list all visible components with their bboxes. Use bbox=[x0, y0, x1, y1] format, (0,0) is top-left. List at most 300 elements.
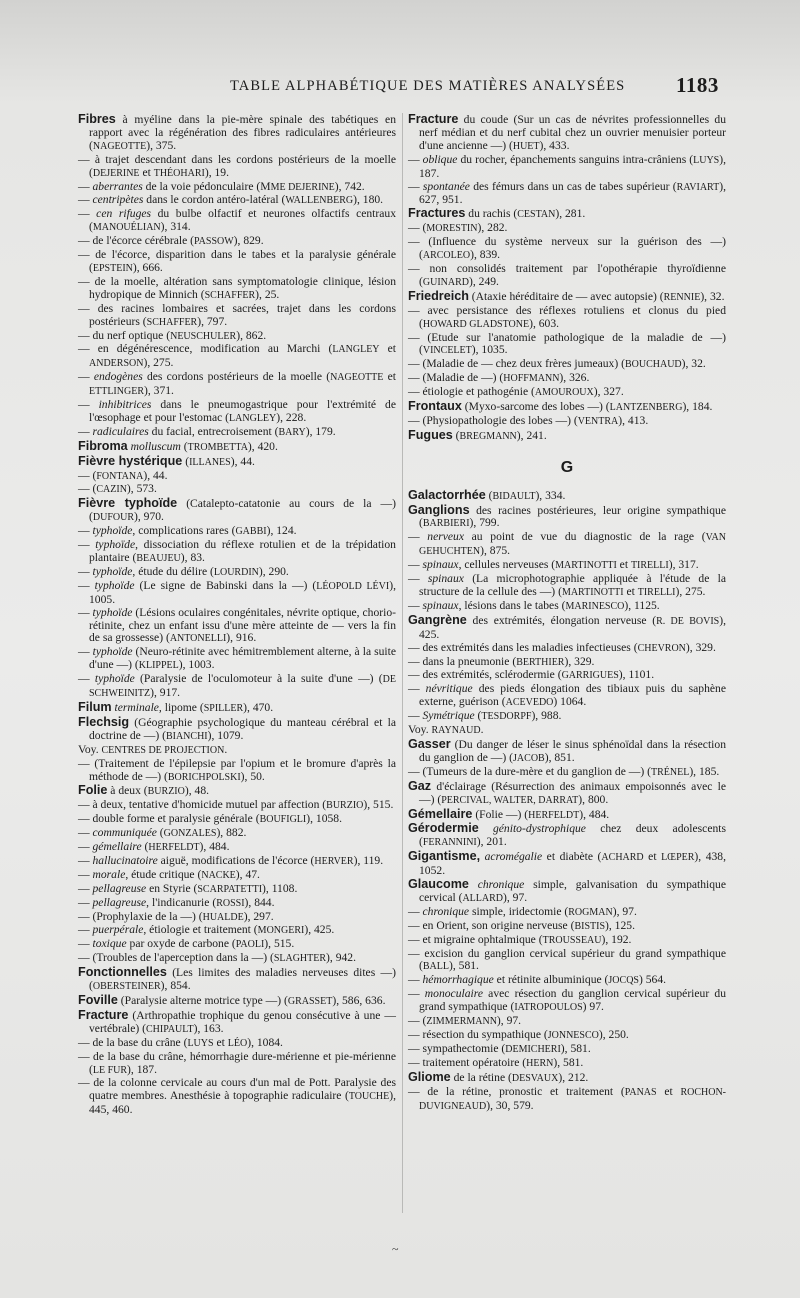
entry-author: BURZIO bbox=[147, 786, 185, 798]
entry-author: MARTINOTTI bbox=[561, 587, 624, 598]
entry-text: ), 1108. bbox=[262, 881, 298, 895]
index-entry bbox=[78, 994, 396, 1009]
entry-heading: Fibres bbox=[78, 112, 116, 126]
index-entry bbox=[408, 710, 726, 724]
entry-author: HERFELDT bbox=[528, 809, 580, 821]
entry-author: HOWARD GLADSTONE bbox=[422, 318, 530, 330]
entry-author: AMOUROUX bbox=[534, 387, 594, 399]
entry-author: RENNIE bbox=[663, 291, 701, 303]
entry-text: ), 1125. bbox=[624, 598, 660, 612]
index-entry bbox=[408, 1057, 726, 1071]
entry-text: ), 32. bbox=[681, 357, 706, 371]
index-entry bbox=[78, 784, 396, 799]
entry-author: HUALDE bbox=[202, 911, 244, 923]
entry-author: DEMICHERI bbox=[505, 1043, 561, 1055]
entry-text: du coude (Sur un cas de névrites professionnelles du nerf médian et du nerf cubital chez un ouvrier menuisier porteur d'une ancienne —) ( bbox=[419, 113, 726, 152]
entry-author: PAOLI bbox=[235, 939, 265, 951]
index-entry bbox=[78, 249, 396, 276]
index-entry bbox=[408, 780, 726, 808]
entry-text: — en Orient, son origine nerveuse ( bbox=[408, 918, 575, 932]
index-entry bbox=[78, 701, 396, 716]
page-header bbox=[0, 74, 800, 102]
entry-text: ), 800. bbox=[578, 792, 609, 806]
entry-text: — du nerf optique ( bbox=[78, 328, 171, 342]
entry-text: ), 1035. bbox=[471, 343, 508, 357]
entry-text: simple, iridectomie ( bbox=[469, 904, 569, 918]
index-entry bbox=[408, 415, 726, 429]
entry-text: du rocher, épanchements sanguins intra-crâniens ( bbox=[457, 152, 694, 166]
entry-text: , complications rares ( bbox=[132, 524, 236, 538]
index-entry bbox=[408, 614, 726, 642]
entry-author: EPSTEIN bbox=[92, 262, 133, 274]
index-entry bbox=[408, 154, 726, 181]
entry-text: ), 573. bbox=[126, 482, 157, 496]
index-entry bbox=[408, 1029, 726, 1043]
entry-author: PERCIVAL, WALTER, DARRAT bbox=[441, 794, 579, 806]
entry-text: des pieds élongation des tibiaux puis du saphène externe, guérison ( bbox=[419, 682, 726, 709]
entry-text: ) 97. bbox=[582, 1000, 604, 1014]
entry-italic: typhoïde bbox=[94, 578, 135, 592]
entry-author: CENTRES DE PROJECTION bbox=[101, 744, 225, 756]
entry-text: — étiologie et pathogénie ( bbox=[408, 385, 535, 399]
entry-text: (Les limites des maladies nerveuses dites —) ( bbox=[89, 966, 396, 993]
entry-text: ), 119. bbox=[353, 853, 384, 867]
entry-italic: pellagreuse bbox=[92, 881, 147, 895]
entry-text: et bbox=[623, 585, 638, 598]
entry-author: LANTZENBERG bbox=[609, 402, 683, 414]
entry-text: — de l'écorce, disparition dans le tabes et la paralysie générale ( bbox=[78, 248, 396, 274]
entry-text: ), 163. bbox=[193, 1021, 224, 1035]
entry-text: — bbox=[408, 530, 428, 544]
entry-text: ), 1079. bbox=[207, 728, 244, 742]
entry-author: LANGLEY bbox=[229, 412, 277, 424]
index-entry bbox=[408, 429, 726, 444]
index-entry bbox=[408, 290, 726, 305]
entry-author: SCARPATETTI bbox=[197, 883, 263, 895]
index-entry bbox=[78, 1037, 396, 1051]
entry-author: GRASSET bbox=[287, 996, 333, 1007]
entry-author: HERN bbox=[526, 1057, 554, 1069]
entry-text: — bbox=[78, 398, 99, 412]
entry-author: IATROPOULOS bbox=[514, 1002, 583, 1014]
entry-author: LUYS bbox=[187, 1037, 214, 1049]
entry-text: — (Influence du système nerveux sur la guérison des —) ( bbox=[408, 235, 726, 262]
entry-text: (Catalepto-catatonie au cours de la —) ( bbox=[89, 497, 397, 524]
index-entry bbox=[78, 235, 396, 249]
entry-author: LUYS bbox=[693, 154, 720, 166]
entry-text: ), 97. bbox=[503, 890, 528, 904]
entry-heading: Fugues bbox=[408, 427, 453, 442]
entry-text: ), 241. bbox=[516, 428, 547, 442]
index-entry bbox=[408, 669, 726, 683]
entry-author: TROUSSEAU bbox=[542, 934, 602, 946]
entry-text: ), 48. bbox=[184, 784, 210, 798]
entry-text: — avec persistance des réflexes rotuliens et clonus du pied ( bbox=[408, 303, 726, 330]
index-entry bbox=[78, 869, 396, 883]
index-entry bbox=[408, 181, 726, 208]
index-entry bbox=[408, 948, 726, 975]
index-entry bbox=[408, 656, 726, 670]
entry-text: ), 30, 579. bbox=[486, 1098, 534, 1112]
entry-text: ), 25. bbox=[255, 287, 280, 301]
entry-text: — de la moelle, altération sans symptomatologie clinique, lésion hydropique de Minnich ( bbox=[78, 274, 396, 301]
entry-author: LOURDIN bbox=[213, 566, 259, 578]
entry-author: BURZIO bbox=[326, 800, 364, 812]
entry-text: — (Tumeurs de la dure-mère et du ganglion de —) ( bbox=[408, 764, 651, 778]
index-column-left bbox=[78, 113, 396, 1117]
entry-author: DESVAUX bbox=[511, 1072, 559, 1084]
entry-text: , dissociation du réflexe rotulien et de la trépidation plantaire ( bbox=[89, 538, 396, 564]
entry-text: — bbox=[78, 881, 93, 895]
entry-text: ), 627, 951. bbox=[419, 179, 726, 207]
entry-author: TIRELLI bbox=[630, 560, 669, 572]
index-entry bbox=[78, 426, 396, 440]
entry-author: GONZALES bbox=[163, 828, 217, 840]
entry-text: — (Maladie de — chez deux frères jumeaux) ( bbox=[408, 357, 625, 371]
entry-text: (Géographie psychologique du manteau cérébral et la doctrine de —) ( bbox=[89, 715, 396, 742]
entry-italic: typhoïde bbox=[92, 524, 133, 538]
entry-author: BISTIS bbox=[574, 920, 606, 932]
entry-italic: toxique bbox=[92, 937, 127, 951]
entry-author: ROGMAN bbox=[568, 906, 613, 918]
entry-text: ), 1084. bbox=[247, 1035, 283, 1049]
entry-author: DE SCHWEINITZ bbox=[89, 674, 396, 700]
index-entry bbox=[408, 113, 726, 154]
entry-text: — bbox=[78, 524, 93, 538]
entry-text: — de la colonne cervicale au cours d'un mal de Pott. Paralysie des quatre membres. Anesthésie à topographie radiculaire ( bbox=[78, 1076, 396, 1103]
page-number: 1183 bbox=[676, 73, 719, 97]
column-divider bbox=[402, 113, 403, 1213]
entry-text: ), 988. bbox=[531, 709, 562, 723]
entry-text: ) 564. bbox=[638, 973, 667, 987]
entry-text: ), 484. bbox=[199, 840, 230, 854]
entry-author: CHEVRON bbox=[637, 642, 686, 654]
entry-text: ), 854. bbox=[160, 979, 191, 993]
entry-heading: Fièvre hystérique bbox=[78, 453, 183, 468]
entry-author: SCHAFFER bbox=[146, 316, 198, 328]
index-entry bbox=[408, 850, 726, 878]
index-entry bbox=[78, 1051, 396, 1078]
entry-text: , l'indicanurie ( bbox=[146, 895, 217, 909]
entry-text: — dans la pneumonie ( bbox=[408, 654, 517, 668]
entry-text bbox=[469, 878, 478, 891]
entry-text: avec résection du ganglion cervical supérieur du grand sympathique ( bbox=[419, 987, 726, 1014]
entry-text: — des extrémités, sclérodermie ( bbox=[408, 668, 562, 682]
index-entry bbox=[78, 154, 396, 181]
entry-text: ), 433. bbox=[539, 138, 570, 152]
entry-text: ), 425. bbox=[304, 923, 335, 937]
entry-text: ), 83. bbox=[180, 551, 205, 564]
entry-text: ), 249. bbox=[468, 274, 499, 288]
entry-italic: typhoïde bbox=[92, 564, 133, 578]
entry-text: ), 179. bbox=[305, 424, 336, 438]
entry-italic: hémorrhagique bbox=[422, 973, 494, 987]
entry-text: ), 281. bbox=[555, 207, 586, 221]
entry-text: et bbox=[383, 370, 396, 384]
entry-author: ROSSI bbox=[216, 897, 245, 909]
entry-author: ARCOLEO bbox=[422, 250, 471, 262]
entry-author: JOCQS bbox=[608, 975, 639, 987]
entry-author: CAZIN bbox=[96, 484, 127, 496]
entry-text: ), 228. bbox=[276, 410, 307, 424]
index-entry bbox=[408, 400, 726, 415]
entry-text: ), 603. bbox=[529, 316, 560, 330]
index-entry bbox=[78, 483, 396, 497]
index-entry bbox=[408, 724, 726, 738]
index-group-g bbox=[408, 489, 726, 1114]
index-entry bbox=[78, 758, 396, 785]
entry-text: — traitement opératoire ( bbox=[408, 1055, 527, 1069]
entry-author: LÉOPOLD LÉVI bbox=[316, 580, 390, 592]
entry-text: — bbox=[78, 867, 93, 881]
entry-text: — bbox=[78, 207, 97, 221]
entry-author: ZIMMERMANN bbox=[426, 1016, 497, 1028]
entry-italic: monoculaire bbox=[424, 987, 483, 1001]
entry-text: de la voie pédonculaire (M bbox=[142, 179, 271, 193]
index-entry bbox=[78, 539, 396, 566]
entry-text: — des racines lombaires et sacrées, trajet dans les cordons postérieurs ( bbox=[78, 301, 396, 328]
entry-text: ), 420. bbox=[247, 439, 278, 453]
entry-text: — bbox=[408, 904, 423, 918]
entry-text: ( bbox=[182, 454, 190, 468]
entry-text: ), 282. bbox=[477, 221, 508, 235]
entry-text: ), 875. bbox=[480, 544, 511, 558]
entry-text: ), 797. bbox=[197, 314, 228, 328]
entry-italic: puerpérale bbox=[92, 923, 144, 937]
index-entry bbox=[408, 600, 726, 614]
entry-italic: nerveux bbox=[427, 530, 464, 544]
entry-text: et bbox=[139, 165, 154, 179]
entry-heading: Gasser bbox=[408, 736, 451, 751]
index-entry bbox=[78, 194, 396, 208]
index-entry bbox=[78, 607, 396, 647]
entry-heading: Folie bbox=[78, 783, 108, 798]
entry-author: LÉO bbox=[227, 1037, 248, 1049]
entry-italic: névritique bbox=[425, 682, 473, 696]
index-entry bbox=[408, 920, 726, 934]
index-entry bbox=[408, 822, 726, 850]
index-entry bbox=[78, 455, 396, 470]
entry-author: MANOUÉLIAN bbox=[92, 222, 161, 234]
index-entry bbox=[78, 371, 396, 399]
entry-text: ), 1005. bbox=[89, 578, 396, 606]
index-entry bbox=[408, 808, 726, 823]
entry-text: . bbox=[224, 742, 228, 756]
index-entry bbox=[78, 1009, 396, 1037]
entry-text: et bbox=[379, 342, 397, 356]
entry-text: — ( bbox=[408, 221, 427, 235]
entry-text: — de l'écorce cérébrale ( bbox=[78, 234, 195, 248]
entry-author: TESDORPF bbox=[481, 711, 532, 723]
entry-text: ), 47. bbox=[235, 867, 260, 881]
entry-text: ), 375. bbox=[146, 138, 177, 152]
entry-author: RAYNAUD bbox=[431, 725, 481, 737]
entry-text: — en dégénérescence, modification au Marchi ( bbox=[78, 342, 333, 356]
entry-text: dans le cordon antéro-latéral ( bbox=[143, 193, 286, 207]
entry-author: SCHAFFER bbox=[204, 289, 256, 301]
entry-text: ), 97. bbox=[612, 904, 637, 918]
entry-author: JACOB bbox=[513, 752, 545, 764]
entry-text: ), 515. bbox=[363, 798, 394, 812]
entry-text: — excision du ganglion cervical supérieur du grand sympathique ( bbox=[408, 946, 726, 973]
index-entry bbox=[78, 883, 396, 897]
index-entry bbox=[78, 276, 396, 303]
index-entry bbox=[408, 372, 726, 386]
entry-text: (Lésions oculaires congénitales, névrite optique, chorio-rétinite, chez un enfant issu d'une mère atteinte de — vers la fin de sa grossesse) ( bbox=[89, 605, 396, 645]
index-entry bbox=[78, 330, 396, 344]
entry-text: — bbox=[78, 923, 93, 937]
entry-heading: Friedreich bbox=[408, 288, 469, 303]
entry-text: des cordons postérieurs de la moelle ( bbox=[142, 370, 331, 384]
entry-text: ), 187. bbox=[127, 1062, 157, 1076]
entry-author: MORESTIN bbox=[426, 223, 478, 235]
entry-text: — bbox=[78, 424, 93, 438]
entry-text: — ( bbox=[78, 468, 97, 482]
entry-text: — de la base du crâne, hémorrhagie dure-mérienne et pie-mérienne ( bbox=[78, 1049, 396, 1076]
entry-italic: typhoïde bbox=[95, 538, 136, 552]
entry-text: ), 484. bbox=[579, 807, 610, 821]
entry-text: ), 844. bbox=[244, 895, 275, 909]
entry-text: ), 212. bbox=[558, 1070, 589, 1084]
entry-text: — bbox=[78, 826, 93, 840]
entry-text: ), 425. bbox=[419, 613, 726, 641]
entry-heading: Glaucome bbox=[408, 877, 469, 892]
index-entry bbox=[408, 263, 726, 290]
entry-text: ) 1064. bbox=[553, 695, 587, 709]
entry-heading: Ganglions bbox=[408, 502, 470, 517]
entry-text: — bbox=[408, 598, 423, 612]
entry-italic: chronique bbox=[477, 878, 525, 892]
entry-text: ( bbox=[452, 428, 460, 442]
entry-text: à myéline dans la pie-mère spinale des tabétiques en rapport avec la régénération des fibres radiculaires antérieures ( bbox=[89, 113, 396, 152]
entry-italic: pellagreuse bbox=[92, 895, 147, 909]
entry-author: PANAS bbox=[624, 1086, 657, 1098]
entry-author: BORICHPOLSKI bbox=[167, 771, 241, 783]
entry-author: JONNESCO bbox=[547, 1030, 599, 1041]
entry-italic: typhoïde bbox=[94, 672, 135, 686]
entry-author: SPILLER bbox=[203, 702, 244, 714]
entry-italic: typhoïde bbox=[92, 605, 133, 619]
entry-text bbox=[479, 822, 493, 835]
entry-text: du facial, entrecroisement ( bbox=[148, 424, 279, 438]
entry-italic: spinaux bbox=[422, 558, 459, 572]
entry-text: ), 32. bbox=[700, 289, 725, 303]
entry-author: CESTAN bbox=[517, 209, 556, 221]
entry-author: HERFELDT bbox=[148, 842, 200, 854]
entry-text: — bbox=[78, 605, 93, 619]
index-column-right bbox=[408, 113, 726, 1113]
entry-author: LANGLEY bbox=[332, 344, 380, 356]
entry-text: ), 371. bbox=[144, 384, 174, 398]
entry-author: FONTANA bbox=[96, 470, 144, 482]
entry-author: BARY bbox=[278, 426, 306, 438]
entry-author: MARTINOTTI bbox=[555, 560, 617, 572]
entry-text: ), 192. bbox=[601, 932, 632, 946]
index-entry bbox=[78, 827, 396, 841]
entry-text: lipome ( bbox=[161, 700, 204, 714]
entry-heading: Fonctionnelles bbox=[78, 965, 167, 980]
entry-text: ), 327. bbox=[593, 385, 624, 399]
entry-text: — bbox=[78, 538, 96, 552]
entry-text: ), 44. bbox=[143, 468, 168, 482]
entry-text: ( bbox=[485, 488, 493, 502]
entry-author: BEAUJEU bbox=[136, 553, 181, 564]
entry-text: — bbox=[408, 987, 425, 1001]
entry-text: ), 799. bbox=[469, 516, 500, 530]
index-entry bbox=[78, 744, 396, 758]
entry-text: — bbox=[78, 645, 93, 659]
entry-text: ), 250. bbox=[598, 1028, 629, 1041]
index-entry bbox=[78, 440, 396, 455]
entry-heading: Gliome bbox=[408, 1069, 451, 1084]
index-entry bbox=[78, 208, 396, 235]
index-entry bbox=[408, 738, 726, 766]
entry-text: — bbox=[408, 152, 423, 166]
entry-heading: Flechsig bbox=[78, 714, 130, 729]
entry-author: DUFOUR bbox=[92, 512, 134, 524]
entry-text: ), 829. bbox=[233, 234, 264, 248]
entry-heading: Fractures bbox=[408, 206, 466, 221]
entry-text: ), 290. bbox=[258, 564, 289, 578]
entry-text: et bbox=[643, 850, 662, 864]
entry-author: TIRELLI bbox=[637, 587, 676, 598]
entry-author: KLIPPEL bbox=[138, 660, 179, 672]
entry-text: ), 317. bbox=[668, 558, 699, 572]
entry-author: BOUCHAUD bbox=[624, 359, 682, 371]
entry-text: — bbox=[78, 937, 93, 951]
entry-text: et diabète ( bbox=[542, 850, 602, 864]
entry-author: GUINARD bbox=[422, 276, 469, 288]
entry-text: — bbox=[408, 973, 423, 987]
entry-text: (Arthropathie trophique du genou consécutive à une — vertébrale) ( bbox=[89, 1008, 396, 1035]
entry-italic: spinaux bbox=[422, 598, 459, 612]
entry-text: ), 184. bbox=[682, 400, 713, 414]
index-entry bbox=[78, 1077, 396, 1117]
entry-author: HOFFMANN bbox=[503, 373, 560, 385]
entry-text: ), 438, 1052. bbox=[419, 850, 726, 878]
entry-text: , étiologie et traitement ( bbox=[143, 923, 258, 937]
entry-text: — à deux, tentative d'homicide mutuel par affection ( bbox=[78, 798, 327, 812]
entry-author: BOUFIGLI bbox=[259, 814, 307, 826]
entry-author: ROCHON-DUVIGNEAUD bbox=[419, 1086, 726, 1112]
entry-heading: Gigantisme, bbox=[408, 849, 481, 864]
entry-author: NAGEOTTE bbox=[92, 140, 147, 152]
entry-text: — bbox=[78, 672, 95, 686]
entry-italic: terminale, bbox=[114, 700, 162, 714]
entry-italic: hallucinatoire bbox=[92, 853, 158, 867]
entry-text: ), 275. bbox=[143, 356, 174, 370]
entry-author: NEUSCHULER bbox=[170, 330, 237, 342]
entry-text: . bbox=[480, 723, 484, 737]
index-entry bbox=[78, 813, 396, 827]
entry-italic: spontanée bbox=[422, 179, 470, 193]
index-entry bbox=[78, 966, 396, 994]
entry-text: — (Physiopathologie des lobes —) ( bbox=[408, 413, 578, 427]
index-entry bbox=[78, 181, 396, 195]
entry-author: OBERSTEINER bbox=[92, 981, 161, 993]
index-entry bbox=[78, 841, 396, 855]
entry-text: — bbox=[78, 578, 95, 592]
entry-text: — double forme et paralysie générale ( bbox=[78, 812, 260, 826]
entry-text: — bbox=[408, 558, 423, 572]
entry-text: — résection du sympathique ( bbox=[408, 1028, 548, 1041]
entry-text: , étude critique ( bbox=[125, 867, 202, 881]
entry-text: (Du danger de léser le sinus sphénoïdal dans la résection du ganglion de —) ( bbox=[419, 737, 726, 764]
entry-text: ), 326. bbox=[559, 371, 590, 385]
entry-author: R. DE BOVIS bbox=[656, 615, 720, 627]
entry-text: ), 970. bbox=[134, 510, 164, 524]
entry-italic: morale bbox=[92, 867, 126, 881]
